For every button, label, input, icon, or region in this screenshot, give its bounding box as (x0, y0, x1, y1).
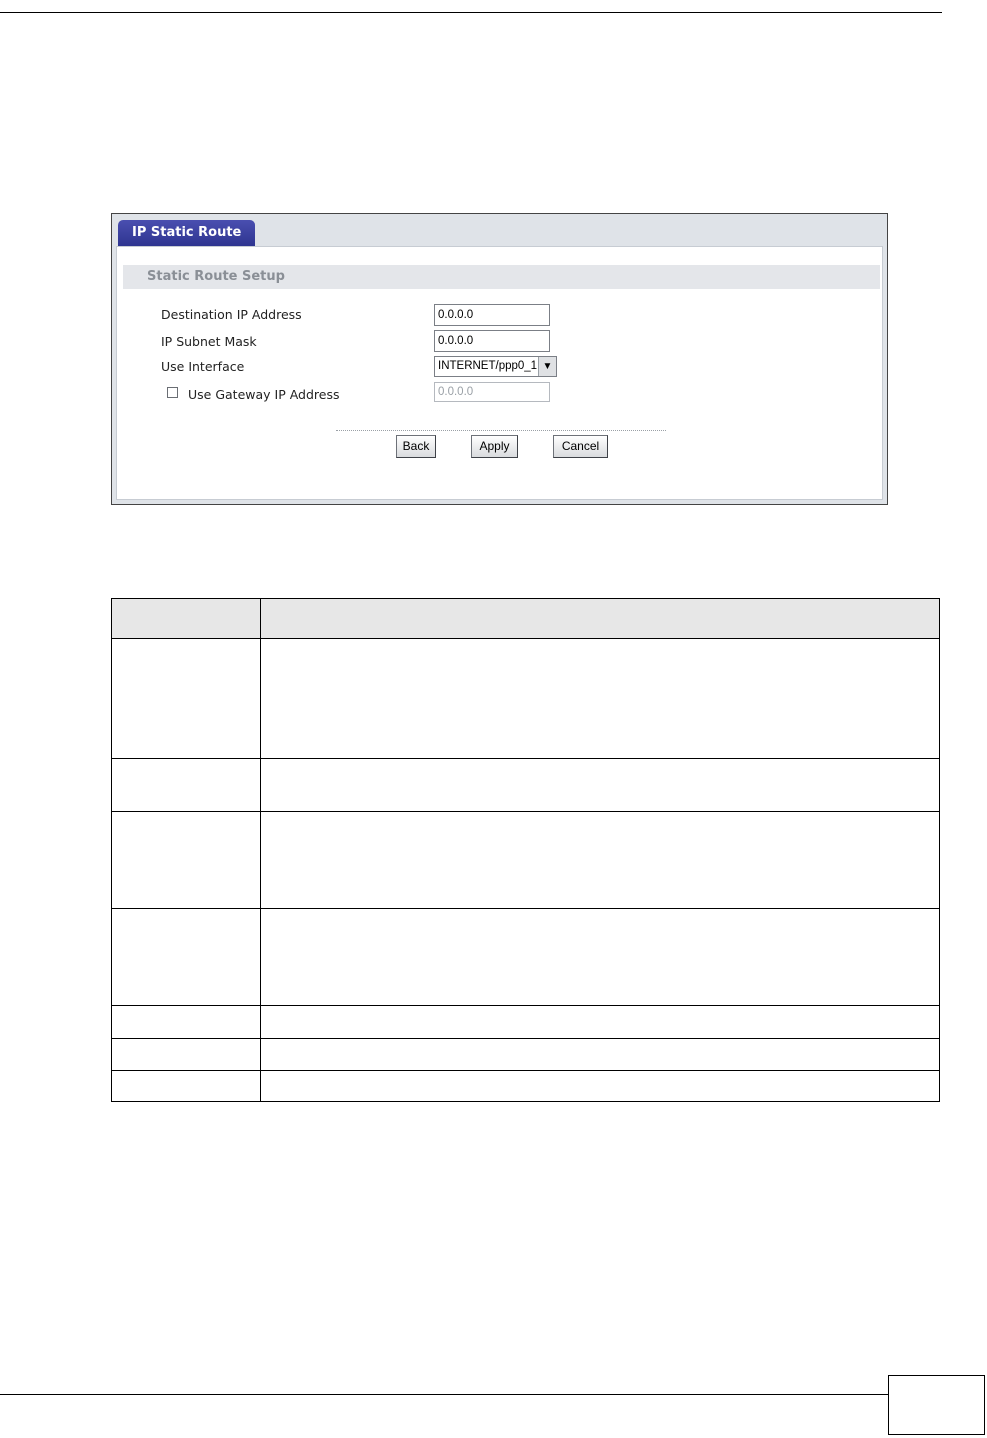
header-cell (112, 599, 261, 639)
button-divider (336, 430, 666, 431)
field-description-table (111, 598, 940, 1102)
table-cell (112, 812, 261, 909)
setup-panel (116, 246, 883, 500)
use-interface-value: INTERNET/ppp0_1 (438, 360, 538, 372)
table-cell (112, 1071, 261, 1102)
use-interface-select[interactable] (434, 356, 557, 377)
apply-button[interactable]: Apply (471, 435, 518, 458)
destination-ip-input[interactable]: 0.0.0.0 (434, 304, 550, 326)
gateway-ip-input: 0.0.0.0 (434, 382, 550, 402)
table-cell (261, 639, 940, 759)
use-gateway-checkbox[interactable] (167, 387, 178, 398)
table-cell (261, 1071, 940, 1102)
table-row (112, 909, 940, 1006)
section-title: Static Route Setup (123, 265, 880, 289)
cancel-button[interactable]: Cancel (553, 435, 608, 458)
table-row (112, 812, 940, 909)
table-cell (261, 1039, 940, 1071)
use-gateway-label: Use Gateway IP Address (188, 387, 340, 402)
tab-ip-static-route[interactable]: IP Static Route (118, 220, 255, 246)
destination-ip-label: Destination IP Address (161, 307, 302, 322)
header-cell (261, 599, 940, 639)
table-cell (112, 1006, 261, 1039)
table-row (112, 759, 940, 812)
table-row (112, 1039, 940, 1071)
footer-rule (0, 1394, 888, 1395)
table-header-row (112, 599, 940, 639)
ip-static-route-screenshot (111, 213, 888, 505)
table-cell (112, 1039, 261, 1071)
subnet-mask-label: IP Subnet Mask (161, 334, 257, 349)
table-cell (261, 1006, 940, 1039)
use-interface-label: Use Interface (161, 359, 245, 374)
table-row (112, 1071, 940, 1102)
chevron-down-icon[interactable]: ▼ (538, 357, 556, 376)
table-cell (261, 759, 940, 812)
table-row (112, 1006, 940, 1039)
page-number-box (888, 1375, 985, 1435)
subnet-mask-input[interactable]: 0.0.0.0 (434, 330, 550, 352)
back-button[interactable]: Back (396, 435, 436, 458)
table-cell (112, 759, 261, 812)
table-cell (261, 812, 940, 909)
table-row (112, 639, 940, 759)
table-cell (112, 909, 261, 1006)
header-rule (0, 12, 942, 13)
table-cell (261, 909, 940, 1006)
table-cell (112, 639, 261, 759)
